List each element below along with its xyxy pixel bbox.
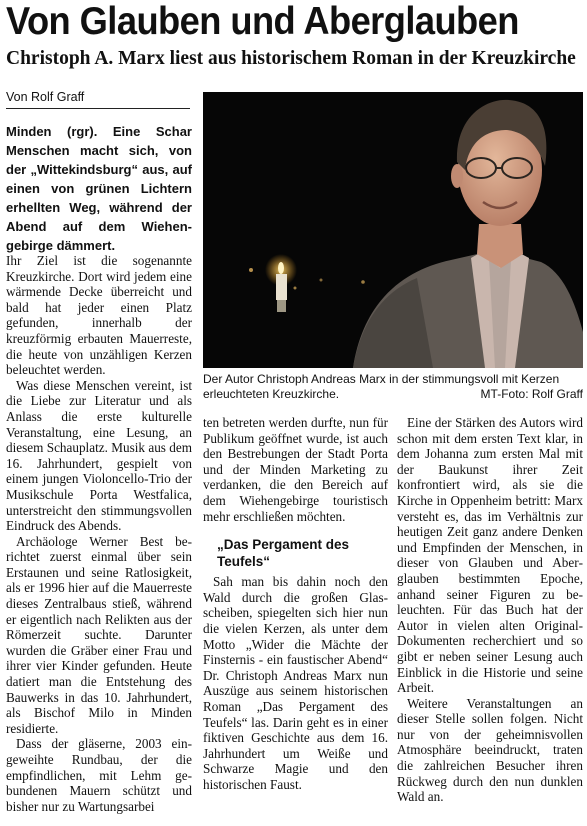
paragraph: ten betreten werden durfte, nun für Publikum geöffnet wurde, ist auch den Bestrebungen der Stadt Porta und der Minden Marketing zu verdanken, die den Bereich auf dem Wiehengebirge touristisch mehr erschließen möchten. [203,415,388,524]
article-photo [203,92,583,368]
headline: Von Glauben und Aberglauben [6,0,519,43]
paragraph: Ihr Ziel ist die sogenannte Kreuzkirche. Dort wird jedem eine wärmende Decke überreicht und bald hat jeder einen Platz gefunden, innerhalb der kreuzförmig erbauten Mauerreste, die heute von unzähligen Kerzen beleuchtet werden. [6,253,192,378]
column-2 [203,415,388,792]
lead-paragraph: Minden (rgr). Eine Schar Menschen macht sich, von der „Wittekindsburg“ aus, auf einen von grünen Lichtern erhellten Weg, während der Abend auf dem Wiehengebirge dämmert. [6,124,192,253]
paragraph: Sah man bis dahin noch den Wald durch die großen Glasscheiben, spiegelten sich hier nun die vielen Kerzen, als unter dem Motto „Wider die Mächte der Finsternis - ein faustischer Abend“ Dr. Christoph Andreas Marx nun Auszüge aus seinem historischen Roman „Das Pergament des Teufels“ las. Darin geht es in einer fiktiven Geschichte aus dem 16. Jahrhundert um Weiße und Schwarze Magie und den historischen Faust. [203,574,388,792]
photo-credit: MT-Foto: Rolf Graff [480,387,583,401]
photo-illustration [203,92,583,368]
column-3 [397,415,583,805]
paragraph: Dass der gläserne, 2003 eingeweihte Rundbau, der die empfindlichen, mit Lehm gebundenen Mauern schützt und bisher nur zu Wartungsarbei [6,736,192,814]
paragraph: Eine der Stärken des Autors wird schon mit dem ersten Text klar, in dem Johanna zum ersten Mal mit der Baukunst ihrer Zeit konfrontiert wird, als sie die Kirche in Oppenheim betritt: Marx versteht es, das im Verhältnis zur heutigen Zeit ganz andere Denken und Empfinden der Menschen, in dieser von Glauben und Aberglauben bestimmten Epoche, anhand seiner Figuren zu beleuchten. Für das Buch hat der Autor in vielen alten Original-Dokumenten recherchiert und so gibt er neben seiner Lesung auch Einblick in die Historie und seine Arbeit. [397,415,583,696]
paragraph: Weitere Veranstaltungen an dieser Stelle sollen folgen. Nicht nur von der geheimnisvollen Atmosphäre beeindruckt, traten die zahlreichen Besucher ihren Rückweg durch den nun dunklen Wald an. [397,695,583,805]
column-1 [6,253,192,814]
byline: Von Rolf Graff [6,90,190,109]
section-subheading: „Das Pergament des Teufels“ [217,537,350,570]
paragraph: Was diese Menschen vereint, ist die Liebe zur Literatur und als Anlass die erste kulturelle Veranstaltung, eine Lesung, an diesem Schauplatz. Musik aus dem 16. Jahrhundert, gespielt von einem jungen Violoncello-Trio der Musikschule Porta Westfalica, unterstreicht den stimmungsvollen Eindruck des Abends. [6,377,192,534]
caption-text: Der Autor Christoph Andreas Marx in der stimmungsvoll mit Kerzen erleuchteten Kreuzkirche. [203,372,560,401]
paragraph: Archäologe Werner Best berichtet zuerst einmal über sein Erstaunen und seine Ratlosigkeit, als er 1996 hier auf die Mauerreste dieses Zentralbaus stieß, während er eigentlich nach Relikten aus der Römerzeit suchte. Darunter wurden die Gräber einer Frau und ihrer vier Kinder gefunden. Heute datiert man die Entstehung des Bauwerks in das 10. Jahrhundert, als Bischof Milo in Minden residierte. [6,533,192,736]
photo-caption [203,372,583,402]
subheadline: Christoph A. Marx liest aus historischem Roman in der Kreuzkirche [6,48,576,69]
